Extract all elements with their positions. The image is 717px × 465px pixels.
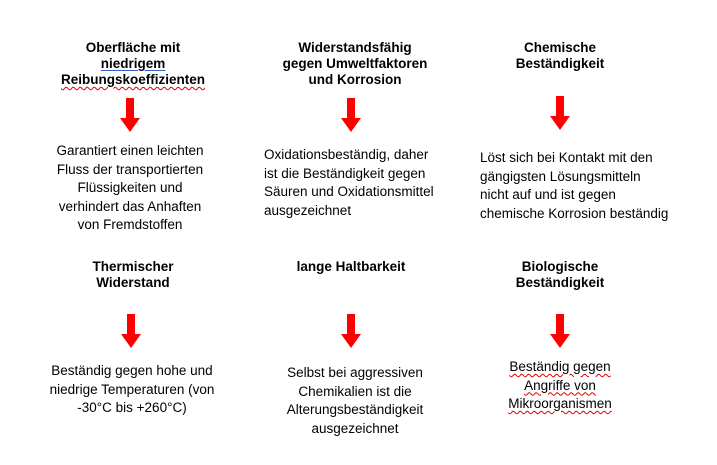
description-chemical: Löst sich bei Kontakt mit den gängigsten Lösungsmitteln nicht auf und ist gegen chemische Korrosion beständig [480,150,669,221]
description-durability: Selbst bei aggressiven Chemikalien ist die Alterungsbeständigkeit ausgezeichnet [286,365,424,436]
title-line: Reibungskoeffizienten [60,72,205,87]
arrow-down-icon [550,314,570,348]
title-line: niedrigem [100,56,166,71]
title-durability: lange Haltbarkeit [296,259,406,274]
description-friction: Garantiert einen leichten Fluss der transportierten Flüssigkeiten und verhindert das Anhaften von Fremdstoffen [56,143,204,232]
description-biological: Beständig gegen Angriffe von Mikroorganismen [508,359,612,411]
arrow-down-icon [120,98,140,132]
title-thermal: Thermischer Widerstand [92,259,174,290]
description-corrosion: Oxidationsbeständig, daher ist die Beständigkeit gegen Säuren und Oxidationsmittel ausgezeichnet [264,147,434,218]
title-biological: Biologische Beständigkeit [515,259,605,290]
title-corrosion: Widerstandsfähig gegen Umweltfaktoren und Korrosion [282,40,428,87]
arrow-down-icon [550,96,570,130]
description-thermal: Beständig gegen hohe und niedrige Temperaturen (von -30°C bis +260°C) [49,363,215,415]
title-line: Oberfläche mit [85,40,181,55]
arrow-down-icon [341,314,361,348]
arrow-down-icon [341,98,361,132]
arrow-down-icon [121,314,141,348]
title-friction [48,40,218,88]
title-chemical: Chemische Beständigkeit [515,40,605,71]
